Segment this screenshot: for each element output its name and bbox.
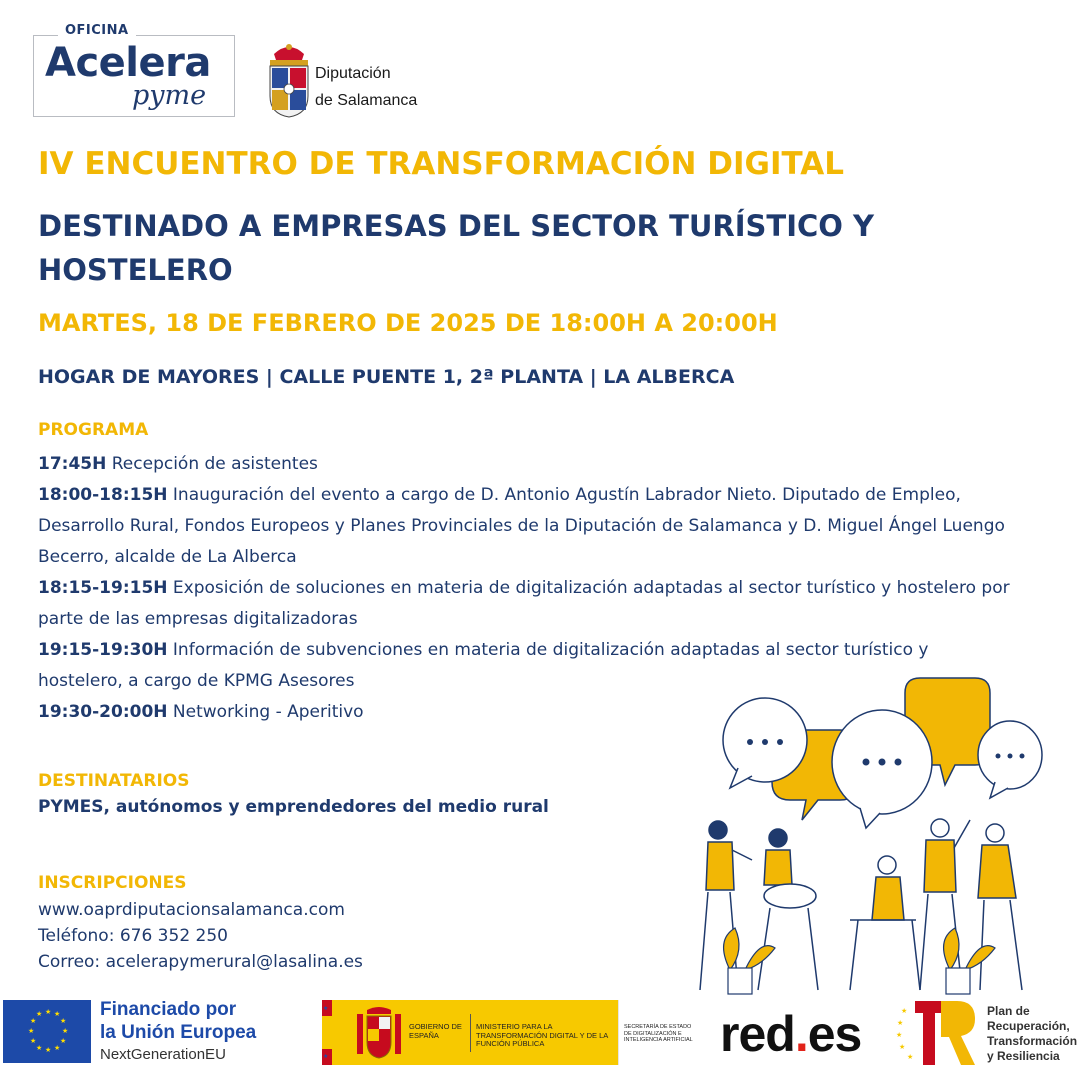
program-time: 18:00-18:15H xyxy=(38,485,168,505)
svg-text:★: ★ xyxy=(30,1037,37,1045)
prtr-line4: y Resiliencia xyxy=(987,1049,1060,1063)
prtr-line1: Plan de xyxy=(987,1004,1030,1018)
gov-divider xyxy=(470,1014,471,1052)
program-text: Inauguración del evento a cargo de D. Antonio Agustín Labrador Nieto. Diputado de Empleo, Desarrollo Rural, Fondos Europeos y Planes Provinciales de la Diputación de Salamanca y D. Miguel Ángel Luengo Becerro, alcalde de La Alberca xyxy=(38,485,1005,567)
event-date: MARTES, 18 DE FEBRERO DE 2025 DE 18:00H A 20:00H xyxy=(38,309,778,337)
diputacion-line2: de Salamanca xyxy=(315,92,418,109)
spain-coat-of-arms-icon xyxy=(355,1006,403,1060)
program-time: 18:15-19:15H xyxy=(38,578,168,598)
program-time: 19:30-20:00H xyxy=(38,702,168,722)
svg-text:★: ★ xyxy=(896,1031,903,1039)
program-text: Exposición de soluciones en materia de digitalización adaptadas al sector turístico y hostelero por parte de las empresas digitalizadoras xyxy=(38,578,1010,629)
prtr-line2: Recuperación, xyxy=(987,1019,1070,1033)
website-link[interactable]: www.oaprdiputacionsalamanca.com xyxy=(38,900,345,920)
program-text: Información de subvenciones en materia de digitalización adaptadas al sector turístico y hostelero, a cargo de KPMG Asesores xyxy=(38,640,929,691)
program-time: 19:15-19:30H xyxy=(38,640,168,660)
svg-text:★: ★ xyxy=(54,1044,61,1052)
inscripciones-heading: INSCRIPCIONES xyxy=(38,873,187,893)
svg-text:★: ★ xyxy=(36,1044,43,1052)
svg-text:★: ★ xyxy=(45,1046,52,1054)
redes-logo xyxy=(720,1005,861,1063)
destinatarios-heading: DESTINATARIOS xyxy=(38,771,190,791)
svg-text:★: ★ xyxy=(899,1043,906,1051)
networking-illustration xyxy=(690,670,1080,1000)
eu-flag-icon xyxy=(3,1000,91,1063)
program-item xyxy=(38,449,1048,480)
svg-text:★: ★ xyxy=(907,1053,914,1061)
diputacion-shield-icon xyxy=(266,40,312,118)
svg-text:★: ★ xyxy=(54,1010,61,1018)
program-item xyxy=(38,573,1038,635)
acelera-oficina-label: OFICINA xyxy=(58,23,136,38)
program-time: 17:45H xyxy=(38,454,107,474)
phone-text: Teléfono: 676 352 250 xyxy=(38,926,228,946)
svg-text:★: ★ xyxy=(901,1007,908,1015)
svg-text:★: ★ xyxy=(60,1037,67,1045)
redes-left: red xyxy=(720,1006,795,1062)
program-text: Networking - Aperitivo xyxy=(172,702,364,722)
event-place: HOGAR DE MAYORES | CALLE PUENTE 1, 2ª PLANTA | LA ALBERCA xyxy=(38,366,735,388)
svg-text:★: ★ xyxy=(323,1005,329,1012)
svg-text:★: ★ xyxy=(62,1027,69,1035)
svg-text:★: ★ xyxy=(28,1027,35,1035)
program-text: Recepción de asistentes xyxy=(111,454,318,474)
acelera-logo-text: Acelera xyxy=(45,40,211,86)
gobierno-label: GOBIERNO DE ESPAÑA xyxy=(409,1022,462,1040)
prtr-text xyxy=(987,1004,1077,1064)
svg-text:★: ★ xyxy=(60,1017,67,1025)
redes-dot: . xyxy=(794,1006,808,1062)
eu-funding-text xyxy=(100,998,256,1044)
destinatarios-text: PYMES, autónomos y emprendedores del medio rural xyxy=(38,797,549,817)
prtr-line3: Transformación xyxy=(987,1034,1078,1048)
program-item xyxy=(38,480,1048,573)
inscripciones-info xyxy=(38,897,363,975)
event-subtitle: DESTINADO A EMPRESAS DEL SECTOR TURÍSTICO Y HOSTELERO xyxy=(38,209,875,287)
diputacion-name xyxy=(315,60,417,114)
eu-nextgen-text: NextGenerationEU xyxy=(100,1046,226,1063)
spain-flag-icon xyxy=(322,1000,332,1065)
email-text: Correo: acelerapymerural@lasalina.es xyxy=(38,952,363,972)
ministerio-label: MINISTERIO PARA LA TRANSFORMACIÓN DIGITAL Y DE LA FUNCIÓN PÚBLICA xyxy=(476,1022,608,1048)
svg-text:★: ★ xyxy=(36,1010,43,1018)
svg-text:★: ★ xyxy=(30,1017,37,1025)
event-title: IV ENCUENTRO DE TRANSFORMACIÓN DIGITAL xyxy=(38,146,844,182)
diputacion-line1: Diputación xyxy=(315,65,391,82)
eu-line2: la Unión Europea xyxy=(100,1022,257,1043)
svg-text:★: ★ xyxy=(323,1053,329,1060)
eu-line1: Financiado por xyxy=(100,999,237,1020)
program-heading: PROGRAMA xyxy=(38,420,149,440)
secretaria-label: SECRETARÍA DE ESTADO DE DIGITALIZACIÓN E INTELIGENCIA ARTIFICIAL xyxy=(624,1024,693,1043)
svg-text:★: ★ xyxy=(45,1008,52,1016)
acelera-pyme-text: pyme xyxy=(132,80,207,111)
svg-text:★: ★ xyxy=(897,1019,904,1027)
prtr-logo-icon xyxy=(895,995,980,1070)
redes-right: es xyxy=(807,1006,862,1062)
